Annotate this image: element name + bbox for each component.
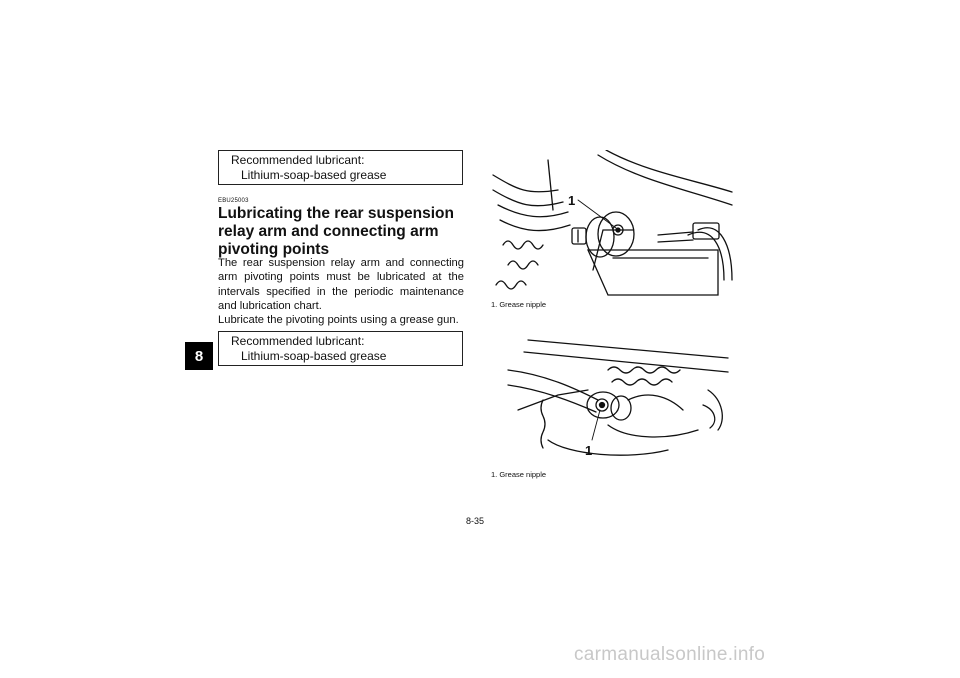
body-paragraph-2: Lubricate the pivoting points using a grease gun.	[218, 314, 459, 327]
figure-bottom-caption: 1. Grease nipple	[491, 470, 547, 479]
lubricant-value: Lithium-soap-based grease	[241, 168, 387, 182]
section-tab: 8	[185, 342, 213, 370]
body-text	[218, 256, 464, 327]
figure-connecting-arm-illustration	[488, 330, 734, 464]
body-paragraph-1: The rear suspension relay arm and connecting arm pivoting points must be lubricated at the intervals specified in the periodic maintenance and lubrication chart.	[218, 257, 464, 312]
section-code: EBU25003	[218, 198, 249, 204]
figure-top-callout: 1	[568, 193, 576, 208]
lubricant-box-top	[218, 150, 463, 185]
section-title: Lubricating the rear suspension relay arm and connecting arm pivoting points	[218, 205, 454, 258]
lubricant-box-bottom	[218, 331, 463, 366]
figure-relay-arm-illustration	[488, 150, 734, 298]
page-number: 8-35	[466, 516, 485, 526]
watermark: carmanualsonline.info	[574, 644, 766, 665]
lubricant-label: Recommended lubricant:	[231, 153, 365, 167]
figure-bottom-callout: 1	[585, 443, 593, 458]
figure-top-caption: 1. Grease nipple	[491, 300, 547, 309]
lubricant-label: Recommended lubricant:	[231, 334, 365, 348]
lubricant-value: Lithium-soap-based grease	[241, 349, 387, 363]
